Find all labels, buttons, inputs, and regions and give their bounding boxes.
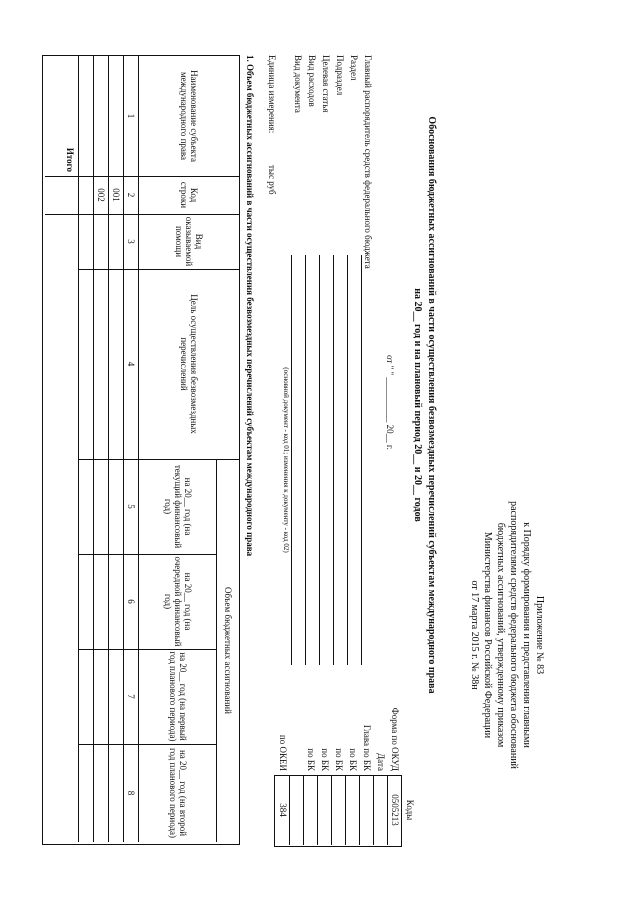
form-heading-period: на 20__ год и на плановый период 20__ и 20__ годов bbox=[412, 288, 423, 522]
codes-label-glava: Глава по БК bbox=[362, 724, 372, 771]
codes-divider bbox=[331, 775, 332, 845]
col-header-plan-2: на 20__ год (на второй год планового периода) bbox=[168, 748, 188, 838]
field-line bbox=[347, 255, 348, 665]
col-header-subject: Наименование субъекта международного права bbox=[179, 70, 199, 162]
col-number: 3 bbox=[126, 239, 137, 244]
rotated-form bbox=[25, 55, 545, 855]
unit-value: тыс руб bbox=[267, 165, 277, 195]
col-header-code: Код строки bbox=[179, 181, 199, 209]
field-label-vid-rashodov: Вид расходов bbox=[307, 55, 317, 107]
codes-divider bbox=[387, 775, 388, 845]
table-row-code: 001 bbox=[111, 188, 122, 202]
field-line bbox=[361, 255, 362, 665]
codes-label-bk: по БК bbox=[334, 748, 344, 771]
field-label-razdel: Раздел bbox=[349, 55, 359, 81]
col-header-plan-1: на 20__ год (на первый год планового периода) bbox=[168, 651, 188, 742]
codes-divider bbox=[373, 775, 374, 845]
appendix-line: к Порядку формирования и представления главными bbox=[521, 522, 532, 748]
doc-type-note: (основной документ - код 01; изменения к документу - код 02) bbox=[282, 367, 290, 553]
col-header-volume: Объем бюджетных ассигнований bbox=[223, 587, 233, 714]
codes-label-bk: по БК bbox=[306, 748, 316, 771]
field-line bbox=[291, 255, 292, 665]
budget-table bbox=[42, 55, 240, 845]
form-date: от " " __________ 20__ г. bbox=[385, 355, 395, 450]
field-label-podrazdel: Подраздел bbox=[335, 55, 345, 96]
col-number: 2 bbox=[126, 192, 137, 198]
codes-value-okud: 0505213 bbox=[390, 794, 400, 826]
appendix-line: Министерства финансов Российской Федерации bbox=[482, 531, 493, 739]
codes-divider bbox=[303, 775, 304, 845]
col-number: 1 bbox=[126, 113, 137, 119]
col-number: 6 bbox=[126, 599, 137, 604]
col-number: 4 bbox=[126, 361, 137, 367]
col-header-help-type: Вид оказываемой помощи bbox=[174, 216, 204, 267]
codes-header: Коды bbox=[405, 799, 415, 821]
codes-label-bk: по БК bbox=[320, 748, 330, 771]
unit-label: Единица измерения: bbox=[267, 55, 277, 134]
appendix-line: бюджетных ассигнований, утвержденному приказом bbox=[495, 522, 506, 748]
col-number: 8 bbox=[126, 790, 137, 796]
appendix-line: от 17 марта 2015 г. № 38н bbox=[469, 580, 480, 690]
codes-label-date: Дата bbox=[376, 753, 386, 771]
field-line bbox=[319, 255, 320, 665]
col-header-purpose: Цель осуществления безвозмездных перечислений bbox=[179, 294, 199, 434]
codes-divider bbox=[317, 775, 318, 845]
field-line bbox=[333, 255, 334, 665]
col-number: 7 bbox=[126, 694, 137, 699]
col-header-year-next: на 20__ год (на очередной финансовый год) bbox=[163, 556, 193, 647]
field-label-celevaya: Целевая статья bbox=[321, 55, 331, 113]
field-label-glavny: Главный распорядитель средств федерального бюджета bbox=[363, 55, 373, 269]
section-title: 1. Объем бюджетных ассигнований в части осуществления безвозмездных перечислений субъектам международного права bbox=[245, 55, 255, 557]
codes-divider bbox=[359, 775, 360, 845]
col-number: 5 bbox=[126, 504, 137, 509]
codes-label-okud: Форма по ОКУД bbox=[390, 707, 400, 771]
form-heading: Обоснования бюджетных ассигнований в части осуществления безвозмездных перечислений субъектам международного права bbox=[426, 116, 437, 694]
field-label-vid-dokumenta: Вид документа bbox=[293, 55, 303, 113]
table-row-code: 002 bbox=[96, 188, 107, 202]
codes-label-okei: по ОКЕИ bbox=[278, 734, 288, 771]
codes-value-okei: 384 bbox=[278, 803, 288, 817]
appendix-title: Приложение № 83 bbox=[534, 595, 545, 675]
field-line bbox=[305, 255, 306, 665]
codes-divider bbox=[345, 775, 346, 845]
codes-label-bk: по БК bbox=[348, 748, 358, 771]
codes-box bbox=[274, 775, 402, 847]
appendix-line: распорядителями средств федерального бюджета обоснований bbox=[508, 501, 519, 769]
col-header-year-current: на 20__ год (на текущий финансовый год) bbox=[163, 464, 193, 549]
codes-divider bbox=[289, 775, 290, 845]
total-label: Итого bbox=[65, 147, 75, 172]
